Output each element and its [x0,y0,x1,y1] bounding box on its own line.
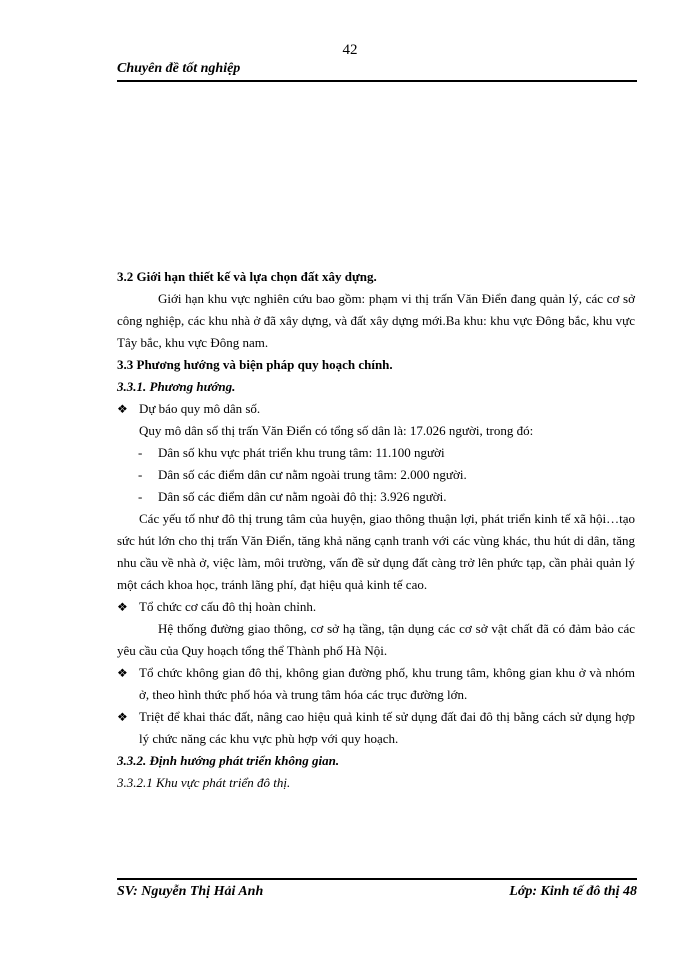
header-title: Chuyên đề tốt nghiệp [117,61,241,76]
dash-bullet: - [138,489,143,504]
dash-item-outside-center [117,464,635,486]
section-3-3-2-1-heading: 3.3.2.1 Khu vực phát triển đô thị. [117,775,291,790]
section-3-2-heading: 3.2 Giới hạn thiết kế và lựa chọn đất xây dựng. [117,269,377,284]
bullet-urban-space [117,662,635,706]
section-3-2-paragraph: Giới hạn khu vực nghiên cứu bao gồm: phạm vi thị trấn Văn Điển đang quản lý, các cơ sở công nghiệp, các khu nhà ở đã xây dựng, và đất xây dựng mới.Ba khu: khu vực Đông bắc, khu vực Tây bắc, khu vực Đông nam. [117,291,635,350]
bullet-text: Triệt để khai thác đất, nâng cao hiệu quả kinh tế sử dụng đất đai đô thị bằng cách sử dụng hợp lý chức năng các khu vực phù hợp với quy hoạch. [139,709,635,746]
page-number: 42 [342,42,358,58]
dash-item-text: Dân số các điểm dân cư nằm ngoài trung tâm: 2.000 người. [158,467,467,482]
bullet-text: Tổ chức cơ cấu đô thị hoàn chỉnh. [139,599,317,614]
footer-student-name: SV: Nguyễn Thị Hải Anh [117,884,264,899]
bullet-population-forecast [117,398,635,420]
footer-rule [117,878,637,880]
document-body [117,266,635,794]
factors-paragraph: Các yếu tố như đô thị trung tâm của huyện, giao thông thuận lợi, phát triển kinh tế xã hội…tạo sức hút lớn cho thị trấn Văn Điển, tăng khả năng cạnh tranh với các vùng khác, thu hút di dân, tăng nhu cầu về nhà ở, việc làm, môi trường, vấn đề sử dụng đất càng trở lên phức tạp, cần phải quản lý một cách khoa học, tránh lãng phí, đạt hiệu quả kinh tế cao. [117,511,635,592]
dash-item-text: Dân số các điểm dân cư nằm ngoài đô thị: 3.926 người. [158,489,447,504]
bullet-text: Tổ chức không gian đô thị, không gian đường phố, khu trung tâm, không gian khu ở và nhóm ở, theo hình thức phố hóa và trung tâm hóa các trục đường lớn. [139,665,635,702]
dash-item-outside-urban [117,486,635,508]
section-3-3-1-heading: 3.3.1. Phương hướng. [117,379,236,394]
footer-class-name: Lớp: Kinh tế đô thị 48 [509,884,637,899]
diamond-bullet-icon: ❖ [117,710,128,724]
population-total-line: Quy mô dân số thị trấn Văn Điển có tổng số dân là: 17.026 người, trong đó: [139,423,534,438]
section-3-3-2-heading: 3.3.2. Định hướng phát triển không gian. [117,753,340,768]
diamond-bullet-icon: ❖ [117,402,128,416]
diamond-bullet-icon: ❖ [117,666,128,680]
dash-item-text: Dân số khu vực phát triển khu trung tâm: 11.100 người [158,445,445,460]
dash-item-center [117,442,635,464]
infrastructure-paragraph: Hệ thống đường giao thông, cơ sở hạ tầng, tận dụng các cơ sở vật chất đã có đảm bảo các yêu cầu của Quy hoạch tổng thể Thành phố Hà Nội. [117,621,635,658]
diamond-bullet-icon: ❖ [117,600,128,614]
dash-bullet: - [138,467,143,482]
bullet-urban-structure [117,596,635,618]
header-rule [117,80,637,82]
section-3-3-heading: 3.3 Phương hướng và biện pháp quy hoạch chính. [117,357,393,372]
bullet-text: Dự báo quy mô dân số. [139,401,261,416]
bullet-land-use [117,706,635,750]
dash-bullet: - [138,445,143,460]
